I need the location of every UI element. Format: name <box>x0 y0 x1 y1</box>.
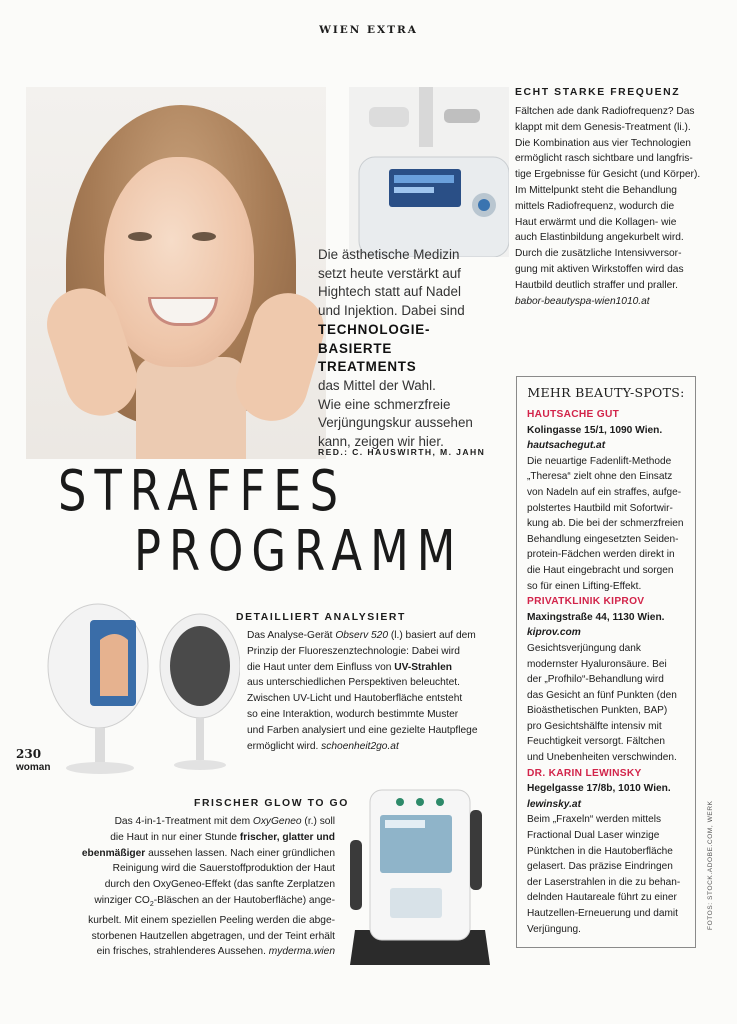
frequenz-text: Fältchen ade dank Radiofrequenz? Das klappt mit dem Genesis-Treatment (li.). Die Kombination aus vier Technologien ermöglicht rasch sichtbare und langfris- tige Ergebnisse für Gesicht (und Körper). Im Mittelpunkt steht die Behandlung mittels Radiofrequenz, wodurch die Haut erwärmt und die Kollagen- wie auch Elastinbildung angekurbelt wird. Durch die zusätzliche Intensivversor- gung mit aktiven Wirkstoffen wird das Hautbild deutlich straffer und praller. babor-beautyspa-wien1010.at <box>515 104 720 309</box>
intro-text: Die ästhetische Medizin setzt heute verstärkt auf Hightech statt auf Nadel und Injektion. Dabei sind TECHNOLOGIE- BASIERTE TREATMENTS das Mittel der Wahl. Wie eine schmerzfreie Verjüngungskur aussehen kann, zeigen wir hier. <box>318 247 473 450</box>
frequenz-heading: ECHT STARKE FREQUENZ <box>515 87 681 98</box>
hero-photo <box>26 87 326 459</box>
observ-device-photo <box>40 600 240 775</box>
frequenz-url: babor-beautyspa-wien1010.at <box>515 295 650 307</box>
editor-credits: RED.: C. HAUSWIRTH, M. JAHN <box>318 447 486 457</box>
title-line-1: STRAFFES <box>58 459 347 524</box>
genesis-device-photo <box>349 87 509 257</box>
glow-heading: FRISCHER GLOW TO GO <box>194 798 349 809</box>
spot-dr-karin-lewinsky: DR. KARIN LEWINSKY Hegelgasse 17/8b, 1010 Wien. lewinsky.at Beim „Fraxeln“ werden mittels Fractional Dual Laser winzige Pünktchen in die Hautoberfläche gelasert. Das präzise Eindringen der Laserstrahlen in die zu behan- delnden Hautareale führt zu einer Hautzellen-Erneuerung und damit Verjüngung. <box>527 767 681 935</box>
beauty-spots-sidebar <box>516 376 696 948</box>
title-line-2: PROGRAMM <box>134 519 464 584</box>
analysiert-text: Das Analyse-Gerät Observ 520 (l.) basiert auf dem Prinzip der Fluoreszenztechnologie: Dabei wird die Haut unter dem Einfluss von UV-Strahlen aus unterschiedlichen Perspektiven beleuchtet. Zwischen UV-Licht und Hautoberfläche entsteht so eine Interaktion, wodurch bestimmte Muster und Farben analysiert und eine gezielte Hautpflege ermöglicht wird. schoenheit2go.at <box>247 630 478 752</box>
magazine-name: woman <box>16 762 51 773</box>
sidebar-title: MEHR BEAUTY-SPOTS: <box>527 385 685 400</box>
analysiert-heading: DETAILLIERT ANALYSIERT <box>236 612 406 623</box>
section-header: WIEN EXTRA <box>319 24 418 36</box>
analysiert-url: schoenheit2go.at <box>321 740 399 752</box>
glow-text: Das 4-in-1-Treatment mit dem OxyGeneo (r.) soll die Haut in nur einer Stunde frischer, glatter und ebenmäßiger aussehen lassen. Nach einer gründlichen Reinigung wird die Sauerstoffproduktion der Haut durch den OxyGeneo-Effekt (das sanfte Zerplatzen winziger $CO_2$-Bläschen an der Hautoberfläche) ange- kurbelt. Mit einem speziellen Peeling werden die abge- storbenen Hautzellen abgetragen, und der Teint erhält ein frisches, strahlenderes Aussehen. myderma.wien <box>81 816 335 958</box>
page-number: 230 <box>16 747 42 761</box>
spot-privatklinik-kiprov: PRIVATKLINIK KIPROV Maxingstraße 44, 1130 Wien. kiprov.com Gesichtsverjüngung dank modernster Hyaluronsäure. Bei der „Profhilo“-Behandlung wird das Gesicht an fünf Punkten (den Bioästhetischen Punkten, BAP) pro Gesichtshälfte intensiv mit Feuchtigkeit versorgt. Fältchen und Unebenheiten verschwinden. <box>527 596 677 764</box>
oxygeneo-device-photo <box>345 770 495 970</box>
photo-credit: FOTOS: STOCK.ADOBE.COM, WERK <box>707 800 714 930</box>
glow-url: myderma.wien <box>268 946 335 958</box>
spot-hautsache-gut: HAUTSACHE GUT Kolingasse 15/1, 1090 Wien. hautsachegut.at Die neuartige Fadenlift-Methode „Theresa“ zielt ohne den Einsatz von Nadeln auf ein straffes, aufge- polstertes Hautbild mit Sofortwir- kung ab. Die bei der schmerzfreien Behandlung eingesetzten Seiden- protein-Fädchen werden direkt in die Haut eingebracht und sorgen so für einen Lifting-Effekt. <box>527 409 684 592</box>
